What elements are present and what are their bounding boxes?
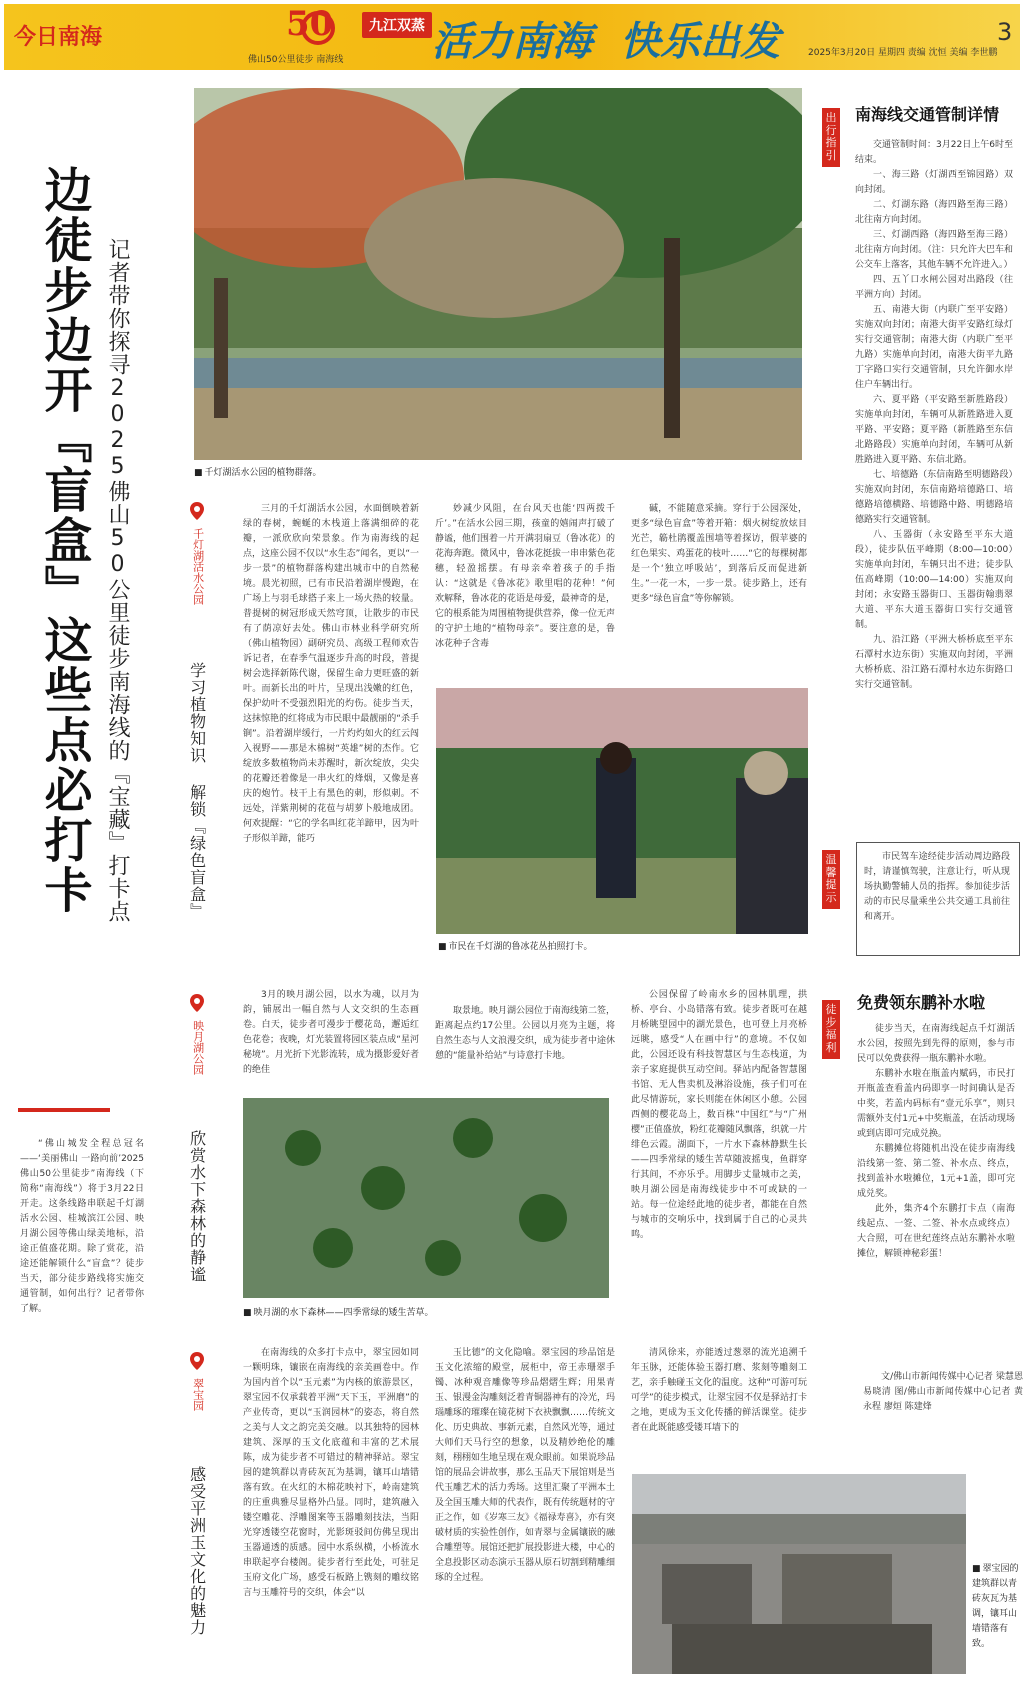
page-headline: 边徒步边开『盲盒』这些点必打卡 [36,165,92,915]
traffic-item: 三、灯湖西路（海四路至海三路）北往南方向封闭。（注：只允许大巴车和公交车上落客，其他车辆不允许进入。） [855,230,1013,270]
traffic-item: 九、沿江路（平洲大桥桥底至平东石潭村水边东街）实施双向封闭，平洲大桥桥底、沿江路石潭村水边东街路口实行交通管制。 [855,635,1013,690]
location-pin-icon [190,502,204,520]
traffic-item: 二、灯湖东路（海四路至海三路）北往南方向封闭。 [855,200,1013,225]
location-pin-icon [190,1352,204,1370]
body-column: 清风徐来，亦能透过葱翠的流光追溯千年玉脉，还能体验玉器打磨、浆刻等雕刻工艺，亲手触碰玉文化的温度。这种“可游可玩可学”的徒步模式，让翠宝园不仅是驿站打卡之地，更成为玉文化传播的鲜活课堂。徒步者在此既能感受镂耳墙下的 [631,1348,807,1433]
traffic-item: 四、五丫口水闸公园对出路段（往平洲方向）封闭。 [855,275,1013,300]
intro-divider [18,1108,110,1112]
benefit-item: 东鹏补水啦在瓶盖内赋码，市民打开瓶盖查看盖内码即享一时间确认是否中奖，若盖内码标有“壹元乐享”，则只需额外支付1元+中奖瓶盖，在活动现场或到店即可完成兑换。 [857,1069,1015,1139]
logo-caption: 佛山50公里徒步 南海线 [248,55,344,65]
benefit-text [857,1022,1015,1326]
location-label-yingyuehu: 映月湖公园 [191,1020,205,1075]
photo-caption-lupin: ■ 市民在千灯湖的鲁冰花丛拍照打卡。 [438,939,593,952]
body-column: 公园保留了岭南水乡的园林肌理，拱桥、亭台、小岛错落有致。徒步者既可在越月桥眺望园中的湖光景色，也可登上月亮桥远眺，感受“人在画中行”的意境。不仅如此，公园还设有科技智慧区与生态栈道，为亲子家庭提供互动空间。驿站内配备智慧图书馆、无人售卖机及淋浴设施，孩子们可在此尽情游玩，家长则能在休闲区小憩。公园西侧的樱花岛上，数百株“中国红”与“广州樱”正值盛放，粉红花瓣随风飘落，织就一片绯色云霞。湖面下，一片水下森林静默生长——四季常绿的矮生苦草随波摇曳，鱼群穿行其间，不亦乐乎。用脚步丈量城市之美，映月湖公园是南海线徒步中不可或缺的一站。每一位途经此地的徒步者，都能在自然与城市的交响乐中，找到属于自己的心灵共鸣。 [631,990,807,1240]
section-subtitle-cuibaoyuan: 感受平洲玉文化的魅力 [187,1466,207,1636]
location-pin-icon [190,994,204,1012]
byline: 文/佛山市新闻传媒中心记者 梁慧恩 易晓清 图/佛山市新闻传媒中心记者 黄永程 廖烜 陈建烽 [863,1372,1023,1412]
benefit-item: 徒步当天，在南海线起点千灯湖活水公园，按照先到先得的原则，参与市民可以免费获得一瓶东鹏补水啦。 [857,1024,1015,1064]
photo-cuibaoyuan-buildings [632,1474,966,1674]
location-label-cuibaoyuan: 翠宝园 [191,1378,205,1411]
sponsor-badge: 九江双蒸 [362,12,432,38]
section-subtitle-yingyuehu: 欣赏水下森林的静谧 [187,1130,207,1283]
paper-name: 今日南海 [14,24,103,50]
page-subheadline: 记者带你探寻2025佛山50公里徒步南海线的『宝藏』打卡点 [105,238,130,923]
benefit-tag: 徒步福利 [822,1000,840,1059]
page-number: 3 [997,18,1013,46]
traffic-title: 南海线交通管制详情 [855,105,1000,124]
logo-number: 50 [286,4,334,44]
location-label-qiandenghu: 千灯湖活水公园 [191,528,205,605]
photo-caption-underwater: ■ 映月湖的水下森林——四季常绿的矮生苦草。 [243,1305,434,1318]
photo-caption-cuibaoyuan: ■ 翠宝园的建筑群以青砖灰瓦为基调，镶耳山墙错落有致。 [972,1562,1020,1652]
body-column: 碱，不能随意采摘。穿行于公园深处，更多“绿色盲盒”等着开箱：烟火树绽放炫目光芒，簕杜鹃覆盖围墙等着探访，假苹婆的红色果实、鸡蛋花的枝叶……“它的每棵树都是一个‘独立呼吸站’，到落后反而促进新生。”一花一木，一步一景。徒步路上，还有更多“绿色盲盒”等你解锁。 [631,504,807,604]
benefit-title: 免费领东鹏补水啦 [857,993,986,1012]
traffic-item: 八、玉器街（永安路至平东大道段），徒步队伍平峰期（8:00—10:00）实施单向封闭，车辆只出不进；徒步队伍高峰期（10:00—14:00）实施双向封闭；永安路玉器街口、玉器街翰翡翠大道、平东大道玉器街口实行交通管制。 [855,530,1013,630]
photo-caption-qiandenghu: ■ 千灯湖活水公园的植物群落。 [194,465,322,478]
body-column: 妙减少风阻，在台风天也能‘四两拨千斤’。”在活水公园三期，孩童的嬉闹声打破了静谧，他们围着一片开满羽扇豆（鲁冰花）的花海奔跑。微风中，鲁冰花挺拔一串串紫色花穗，轻盈摇摆。有母亲牵着孩子的手指认：“这就是《鲁冰花》歌里唱的花种！”何欢解释，鲁冰花的花语是母爱，最神奇的是，它的根系能为周围植物提供营养，像一位无声的守护土地的“植物母亲”。要注意的是，鲁冰花种子含毒 [435,504,615,649]
benefit-item: 此外，集齐4个东鹏打卡点（南海线起点、一签、二签、补水点或终点）大合照，可在世纪莲终点站东鹏补水啦摊位，解锁神秘彩蛋！ [857,1204,1015,1259]
notice-tag: 温馨提示 [822,850,840,909]
traffic-item: 六、夏平路（平安路至新胜路段）实施单向封闭，车辆可从新胜路进入夏平路、平安路；夏平路（新胜路至东信北路路段）实施单向封闭，车辆可从新胜路进入夏平路、东信北路。 [855,395,1013,465]
slogan-right: 快乐出发 [620,19,780,65]
photo-qiandenghu-park [194,88,802,460]
benefit-item: 东鹏摊位将随机出没在徒步南海线沿线第一签、第二签、补水点、终点，找到盖补水啦摊位，1元+1盖，即可完成兑奖。 [857,1144,1015,1199]
body-column: 取景地。映月湖公园位于南海线第二签，距离起点约17公里。公园以月亮为主题，将自然生态与人文浪漫交织，成为徒步者中途休憩的“能量补给站”与诗意打卡地。 [435,1006,615,1061]
photo-lupin-field [436,688,808,934]
photo-underwater-forest [243,1098,609,1298]
body-column: 在南海线的众多打卡点中，翠宝园如同一颗明珠，镶嵌在南海线的亲美画卷中。作为国内首个以“玉元素”为内核的旅游景区，翠宝园不仅承载着平洲“天下玉，平洲磨”的产业传奇，更以“玉润园林”的姿态，将自然之美与人文之韵完美交融。以其独特的园林建筑、深厚的玉文化底蕴和丰富的艺术展陈，成为徒步者不可错过的精神驿站。翠宝园的建筑群以青砖灰瓦为基调，镶耳山墙错落有致。在火红的木棉花映衬下，岭南建筑的庄重典雅尽显格外凸显。同时，建筑融入镂空雕花、浮雕图案等玉器雕刻技法，当阳光穿透镂空花窗时，光影斑驳间仿佛呈现出玉器通透的质感。园中水系纵横，小桥流水串联起亭台楼阁。徒步者行至此处，可驻足玉府文化广场，感受石板路上镌刻的雕纹铭言与玉雕符号的交织，体会“以 [243,1348,419,1598]
intro-text: “佛山城发全程总冠名——‘美丽佛山 一路向前’2025佛山50公里徒步”南海线（下简称“南海线”）将于3月22日开走。这条线路串联起千灯湖活水公园、桂城滨江公园、映月湖公园等佛山绿美地标，沿途正值盛花期。除了赏花，沿途还能解锁什么“盲盒”？徒步当天，部分徒步路线将实施交通管制，如何出行？记者带你了解。 [20,1139,144,1314]
traffic-text [855,138,1013,810]
traffic-item: 交通管制时间：3月22日上午6时至结束。 [855,140,1013,165]
body-column: 玉比德”的文化隐喻。翠宝园的珍品馆是玉文化浓缩的殿堂，展柜中，帝王赤珊翠手镯、冰种观音雕像等珍品熠熠生辉；用果青玉、银漫金沟雕刻泛着青铜器神有的冷光，玛瑙雕琢的璀璨在镜花树下衣袂飘飘……传统文化、历史典故、事新元素，自然风光等，通过大师们天马行空的想象，以及精妙绝伦的雕刻，栩栩如生地呈现在观众眼前。如果说珍品馆的展品会讲故事，那么玉品天下展馆则是当代玉雕艺术的活力秀场。这里汇聚了平洲本土及全国玉雕大师的代表作，既有传统题材的守正之作，如《岁寒三友》《福禄寿喜》，亦有突破材质的实验性创作，如青翠与金属镶嵌的融合雕塑等。展馆还把扩展投影进大楼，中心的全息投影区动态演示玉器从原石切割到精雕细琢的全过程。 [435,1348,615,1583]
traffic-tag: 出行指引 [822,108,840,167]
body-column: 3月的映月湖公园，以水为魂，以月为韵，铺展出一幅自然与人文交织的生态画卷。白天，徒步者可漫步于樱花岛，邂逅红色花卷；夜晚，灯光装置将园区装点成“星河秘境”。月光折下光影流转，成为摄影爱好者的绝佳 [243,990,419,1075]
date-line: 2025年3月20日 星期四 责编 沈恒 美编 李世鹏 [808,48,998,58]
traffic-item: 一、海三路（灯湖西至锦园路）双向封闭。 [855,170,1013,195]
slogan-left: 活力南海 [432,19,592,65]
section-subtitle-qiandenghu: 学习植物知识 解锁『绿色盲盒』 [187,662,207,920]
body-column: 三月的千灯湖活水公园，水面倒映着新绿的春树，蜿蜒的木栈道上落满细碎的花瓣，一派欣欣向荣景象。作为南海线的起点，这座公园不仅以“水生态”闻名，更以“一步一景”的植物群落构建出城市中的自然秘境。晨光初照，已有市民沿着湖岸慢跑，在广场上与羽毛球搭子来上一场火热的较量。普提树的树冠形成天然穹顶，让散步的市民有了荫凉好去处。佛山市林业科学研究所（佛山植物园）副研究员、高级工程师欢告诉记者，在春季气温逐步升高的时段，普提树会选择新陈代谢，保留生命力更旺盛的新叶。而新长出的叶片，呈现出浅嫩的红色，保护幼叶不受强烈阳光的灼伤。徒步当天，这抹惊艳的红将成为市民眼中最靓丽的“杀手锏”。沿着湖岸缓行，一片灼灼如火的红云闯入视野——那是木棉树“英雄”树的杰作。它绽放多数植物尚未苏醒时，新次绽放，尖尖的花瓣还着像是一串火红的烽烟，又像是喜庆的炮竹。枝干上有黑色的刺，形似刺。不远处，洋紫荆树的花苞与胡萝卜般地成团。何欢提醒：“它的学名叫红花羊蹄甲，因为叶子形似羊蹄，能巧 [243,504,419,844]
traffic-item: 五、南港大街（内联广至平安路）实施双向封闭；南港大街平安路红绿灯实行交通管制；南港大街（内联广至平九路）实施单向封闭，南港大街平九路丁字路口实行交通管制，只允许御水岸住户车辆出行。 [855,305,1013,390]
notice-text: 市民驾车途经徒步活动周边路段时，请谨慎驾驶，注意让行，听从现场执勤警辅人员的指挥。参加徒步活动的市民尽量乘坐公共交通工具前往和离开。 [864,852,1010,922]
traffic-item: 七、培德路（东信南路至明德路段）实施双向封闭，东信南路培德路口、培德路培德横路、培德路中路、明德路培德路实行交通管制。 [855,470,1013,525]
